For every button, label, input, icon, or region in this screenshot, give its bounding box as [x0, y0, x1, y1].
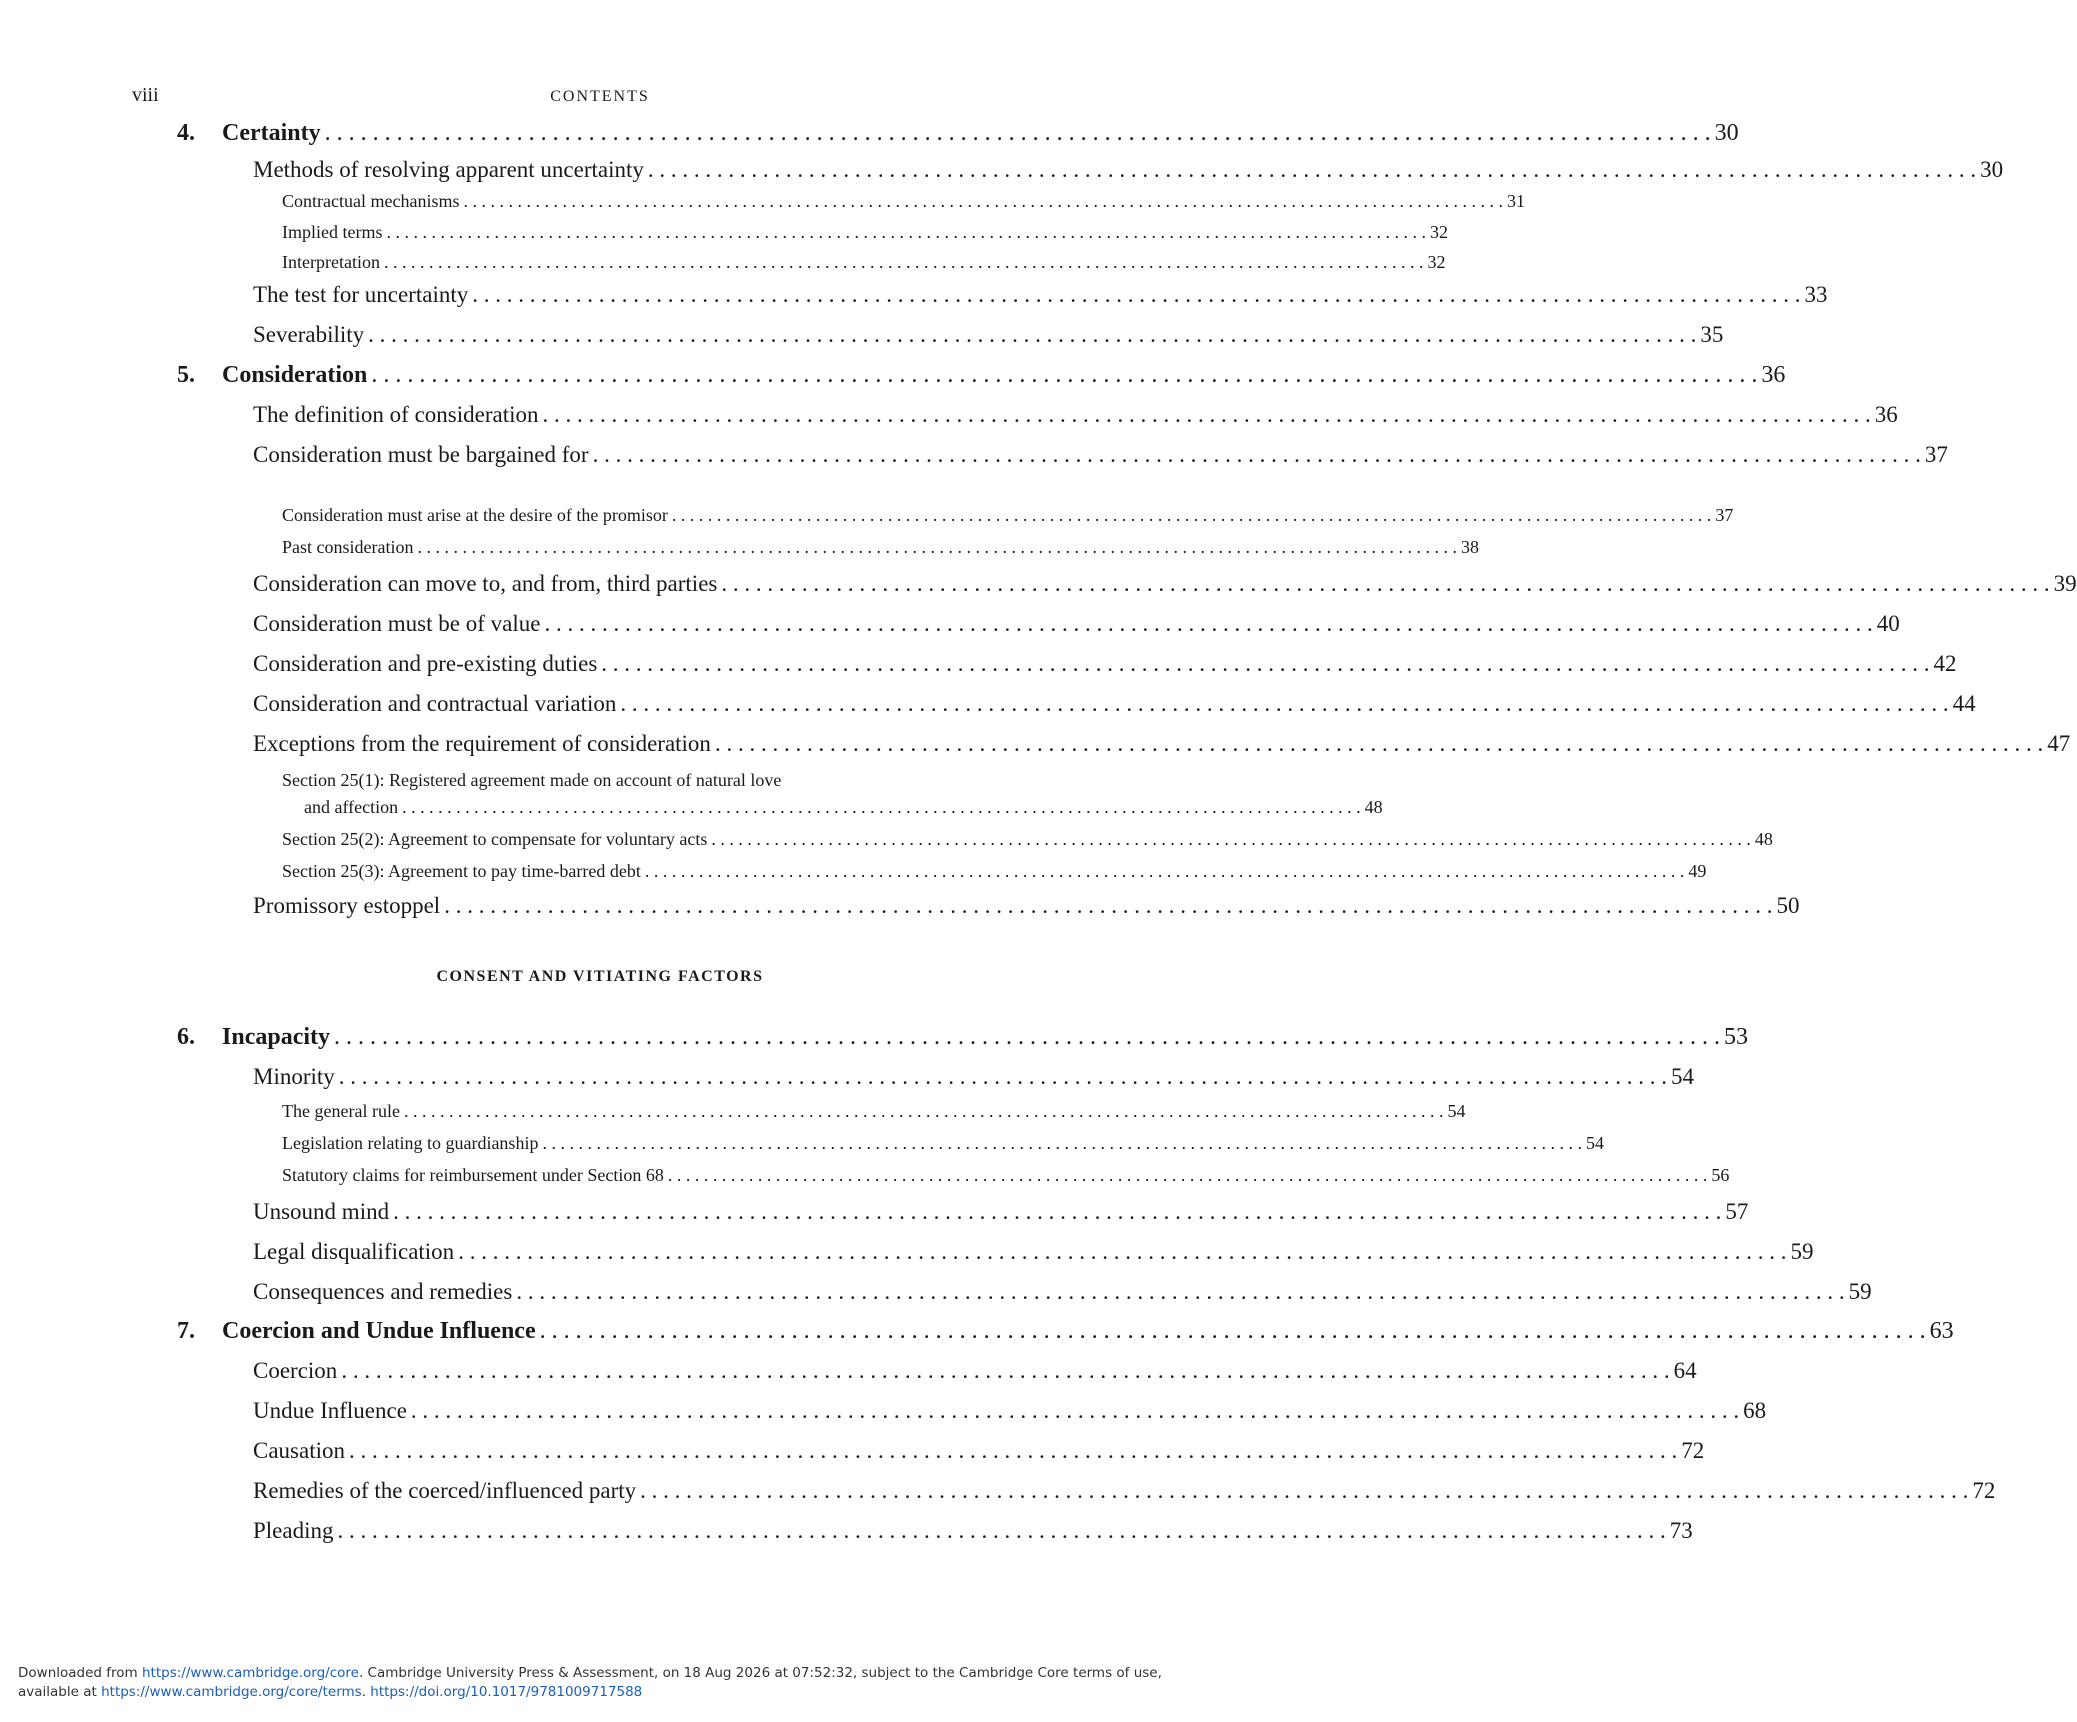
- section-title: The test for uncertainty: [253, 282, 469, 307]
- chapter-number: 4.: [177, 120, 195, 146]
- dot-leader: [715, 731, 2043, 757]
- toc-section[interactable]: [253, 893, 1800, 919]
- dot-leader: [386, 222, 1426, 243]
- toc-chapter-5[interactable]: [177, 362, 1786, 389]
- page-ref: 32: [1427, 252, 1446, 272]
- subsection-title: Contractual mechanisms: [282, 191, 460, 211]
- page-ref: 59: [1790, 1239, 1814, 1264]
- section-title: Consequences and remedies: [253, 1279, 513, 1304]
- page-ref: 50: [1776, 893, 1800, 918]
- toc-subsection-line2[interactable]: [304, 797, 1383, 818]
- page-ref: 38: [1460, 537, 1479, 557]
- toc-subsection[interactable]: [282, 1101, 1466, 1122]
- toc-subsection[interactable]: [282, 1133, 1604, 1154]
- toc-section[interactable]: [253, 731, 2071, 757]
- page-ref: 56: [1711, 1165, 1730, 1185]
- page-number: viii: [132, 84, 159, 106]
- section-title: Minority: [253, 1064, 335, 1089]
- subsection-title-cont: and affection: [304, 797, 399, 817]
- dot-leader: [384, 252, 1424, 273]
- toc-chapter-4[interactable]: [177, 120, 1739, 147]
- page-ref: 72: [1681, 1438, 1705, 1463]
- footer-text: .: [361, 1684, 371, 1700]
- dot-leader: [593, 442, 1921, 468]
- page-ref: 73: [1669, 1518, 1693, 1543]
- page-ref: 54: [1671, 1064, 1695, 1089]
- dot-leader: [463, 191, 1503, 212]
- subsection-title: Past consideration: [282, 537, 414, 557]
- part-heading: CONSENT AND VITIATING FACTORS: [436, 968, 764, 985]
- subsection-title: The general rule: [282, 1101, 400, 1121]
- core-link[interactable]: https://www.cambridge.org/core: [141, 1665, 359, 1681]
- toc-section[interactable]: [253, 322, 1724, 348]
- dot-leader: [544, 611, 1872, 637]
- page-ref: 59: [1848, 1279, 1872, 1304]
- page-ref: 36: [1874, 402, 1898, 427]
- section-title: Methods of resolving apparent uncertainty: [253, 157, 644, 182]
- dot-leader: [338, 1518, 1666, 1544]
- page-ref: 32: [1429, 222, 1448, 242]
- dot-leader: [540, 1318, 1926, 1345]
- section-title: Consideration and contractual variation: [253, 691, 617, 716]
- section-title: Coercion: [253, 1358, 338, 1383]
- toc-chapter-6[interactable]: [177, 1024, 1748, 1051]
- page-ref: 36: [1761, 362, 1786, 388]
- toc-section[interactable]: [253, 571, 2077, 597]
- section-title: Consideration must be bargained for: [253, 442, 589, 467]
- section-title: Severability: [253, 322, 365, 347]
- page-ref: 48: [1364, 797, 1383, 817]
- dot-leader: [349, 1438, 1677, 1464]
- page-ref: 48: [1754, 829, 1773, 849]
- page-ref: 30: [1980, 157, 2004, 182]
- dot-leader: [411, 1398, 1739, 1424]
- page-ref: 31: [1506, 191, 1525, 211]
- section-title: Remedies of the coerced/influenced party: [253, 1478, 637, 1503]
- toc-subsection[interactable]: [282, 252, 1446, 273]
- dot-leader: [472, 282, 1800, 308]
- chapter-number: 5.: [177, 362, 195, 388]
- page-ref: 35: [1700, 322, 1724, 347]
- dot-leader: [601, 651, 1929, 677]
- dot-leader: [404, 1101, 1444, 1122]
- section-title: Exceptions from the requirement of consideration: [253, 731, 711, 756]
- toc-chapter-7[interactable]: [177, 1318, 1954, 1345]
- page-ref: 68: [1743, 1398, 1767, 1423]
- dot-leader: [393, 1199, 1721, 1225]
- subsection-title: Implied terms: [282, 222, 383, 242]
- toc-subsection[interactable]: [282, 861, 1707, 882]
- toc-section[interactable]: [253, 1358, 1697, 1384]
- dot-leader: [542, 1133, 1582, 1154]
- section-title: Causation: [253, 1438, 345, 1463]
- toc-subsection[interactable]: [282, 191, 1525, 212]
- toc-subsection[interactable]: [282, 1165, 1730, 1186]
- subsection-title: Consideration must arise at the desire of the promisor: [282, 505, 668, 525]
- toc-section[interactable]: [253, 691, 1976, 717]
- toc-section[interactable]: [253, 402, 1898, 428]
- page-ref: 37: [1715, 505, 1734, 525]
- section-title: Promissory estoppel: [253, 893, 441, 918]
- toc-subsection[interactable]: [282, 537, 1479, 558]
- dot-leader: [711, 829, 1751, 850]
- dot-leader: [620, 691, 1948, 717]
- page-ref: 40: [1876, 611, 1900, 636]
- toc-section[interactable]: [253, 1478, 1996, 1504]
- doi-link[interactable]: https://doi.org/10.1017/9781009717588: [370, 1684, 643, 1700]
- page-ref: 30: [1714, 120, 1739, 146]
- chapter-number: 6.: [177, 1024, 195, 1050]
- page-ref: 47: [2047, 731, 2071, 756]
- subsection-title: Statutory claims for reimbursement under Section 68: [282, 1165, 664, 1185]
- dot-leader: [339, 1064, 1667, 1090]
- section-title: Pleading: [253, 1518, 334, 1543]
- toc-section[interactable]: [253, 1398, 1767, 1424]
- toc-section[interactable]: [253, 1239, 1814, 1265]
- subsection-title: Section 25(2): Agreement to compensate for voluntary acts: [282, 829, 708, 849]
- subsection-title: Interpretation: [282, 252, 380, 272]
- toc-section[interactable]: [253, 1199, 1749, 1225]
- toc-section[interactable]: [253, 1438, 1705, 1464]
- page-ref: 54: [1585, 1133, 1604, 1153]
- terms-link[interactable]: https://www.cambridge.org/core/terms: [101, 1684, 362, 1700]
- chapter-number: 7.: [177, 1318, 195, 1344]
- dot-leader: [668, 1165, 1708, 1186]
- chapter-title: Coercion and Undue Influence: [222, 1318, 536, 1344]
- page-ref: 57: [1725, 1199, 1749, 1224]
- section-title: Undue Influence: [253, 1398, 407, 1423]
- dot-leader: . . . . . . . . . . . . . . . . . . . . . . . . . . . . . . . . . . . . . . . . . . . . . . . . . . . . . . . . . . . . . . . . . . . . . . . . . . . . . . . . . . . . . . . . . . . . . . . . . . . . . . . . . . .: [402, 797, 1361, 817]
- chapter-title: Incapacity: [222, 1024, 330, 1050]
- dot-leader: [417, 537, 1457, 558]
- subsection-title: Legislation relating to guardianship: [282, 1133, 539, 1153]
- toc-section[interactable]: [253, 651, 1957, 677]
- toc-section[interactable]: [253, 1518, 1693, 1544]
- page-ref: 63: [1929, 1318, 1954, 1344]
- dot-leader: [516, 1279, 1844, 1305]
- dot-leader: [648, 157, 1976, 183]
- footer-text: Downloaded from: [18, 1665, 142, 1681]
- toc-subsection-line1[interactable]: [282, 770, 1065, 791]
- dot-leader: [325, 120, 1711, 147]
- toc-section[interactable]: [253, 611, 1900, 637]
- dot-leader: [543, 402, 1871, 428]
- chapter-title: Consideration: [222, 362, 368, 388]
- page-ref: 33: [1804, 282, 1828, 307]
- footer-text: . Cambridge University Press & Assessment, on 18 Aug 2026 at 07:52:32, subject to the Cambridge Core terms of use, available at: [18, 1665, 1162, 1700]
- dot-leader: [341, 1358, 1669, 1384]
- dot-leader: [371, 362, 1757, 389]
- toc-section[interactable]: [253, 442, 1948, 468]
- toc-subsection[interactable]: [282, 505, 1734, 526]
- subsection-title: Section 25(3): Agreement to pay time-barred debt: [282, 861, 641, 881]
- dot-leader: [640, 1478, 1968, 1504]
- section-title: Legal disqualification: [253, 1239, 455, 1264]
- dot-leader: [458, 1239, 1786, 1265]
- section-title: Consideration must be of value: [253, 611, 541, 636]
- page-ref: 72: [1972, 1478, 1996, 1503]
- toc-subsection[interactable]: [282, 222, 1448, 243]
- page-ref: 64: [1673, 1358, 1697, 1383]
- toc-section[interactable]: [253, 1064, 1695, 1090]
- section-title: Consideration and pre-existing duties: [253, 651, 598, 676]
- chapter-title: Certainty: [222, 120, 321, 146]
- dot-leader: [368, 322, 1696, 348]
- page-ref: 54: [1447, 1101, 1466, 1121]
- section-title: The definition of consideration: [253, 402, 539, 427]
- toc-section[interactable]: [253, 1279, 1872, 1305]
- subsection-title: Section 25(1): Registered agreement made on account of natural love: [282, 770, 782, 790]
- section-title: Unsound mind: [253, 1199, 390, 1224]
- page-ref: 44: [1952, 691, 1976, 716]
- dot-leader: [444, 893, 1772, 919]
- toc-section[interactable]: [253, 282, 1828, 308]
- running-title: CONTENTS: [550, 88, 650, 105]
- page-ref: 39: [2053, 571, 2077, 596]
- dot-leader: [645, 861, 1685, 882]
- toc-section[interactable]: [253, 157, 2004, 183]
- download-footer: [18, 1664, 1188, 1702]
- section-title: Consideration can move to, and from, third parties: [253, 571, 718, 596]
- dot-leader: [334, 1024, 1720, 1051]
- dot-leader: [672, 505, 1712, 526]
- page-ref: 49: [1688, 861, 1707, 881]
- toc-subsection[interactable]: [282, 829, 1773, 850]
- page-ref: 42: [1933, 651, 1957, 676]
- page-ref: 53: [1724, 1024, 1748, 1050]
- page-ref: 37: [1924, 442, 1948, 467]
- dot-leader: [721, 571, 2049, 597]
